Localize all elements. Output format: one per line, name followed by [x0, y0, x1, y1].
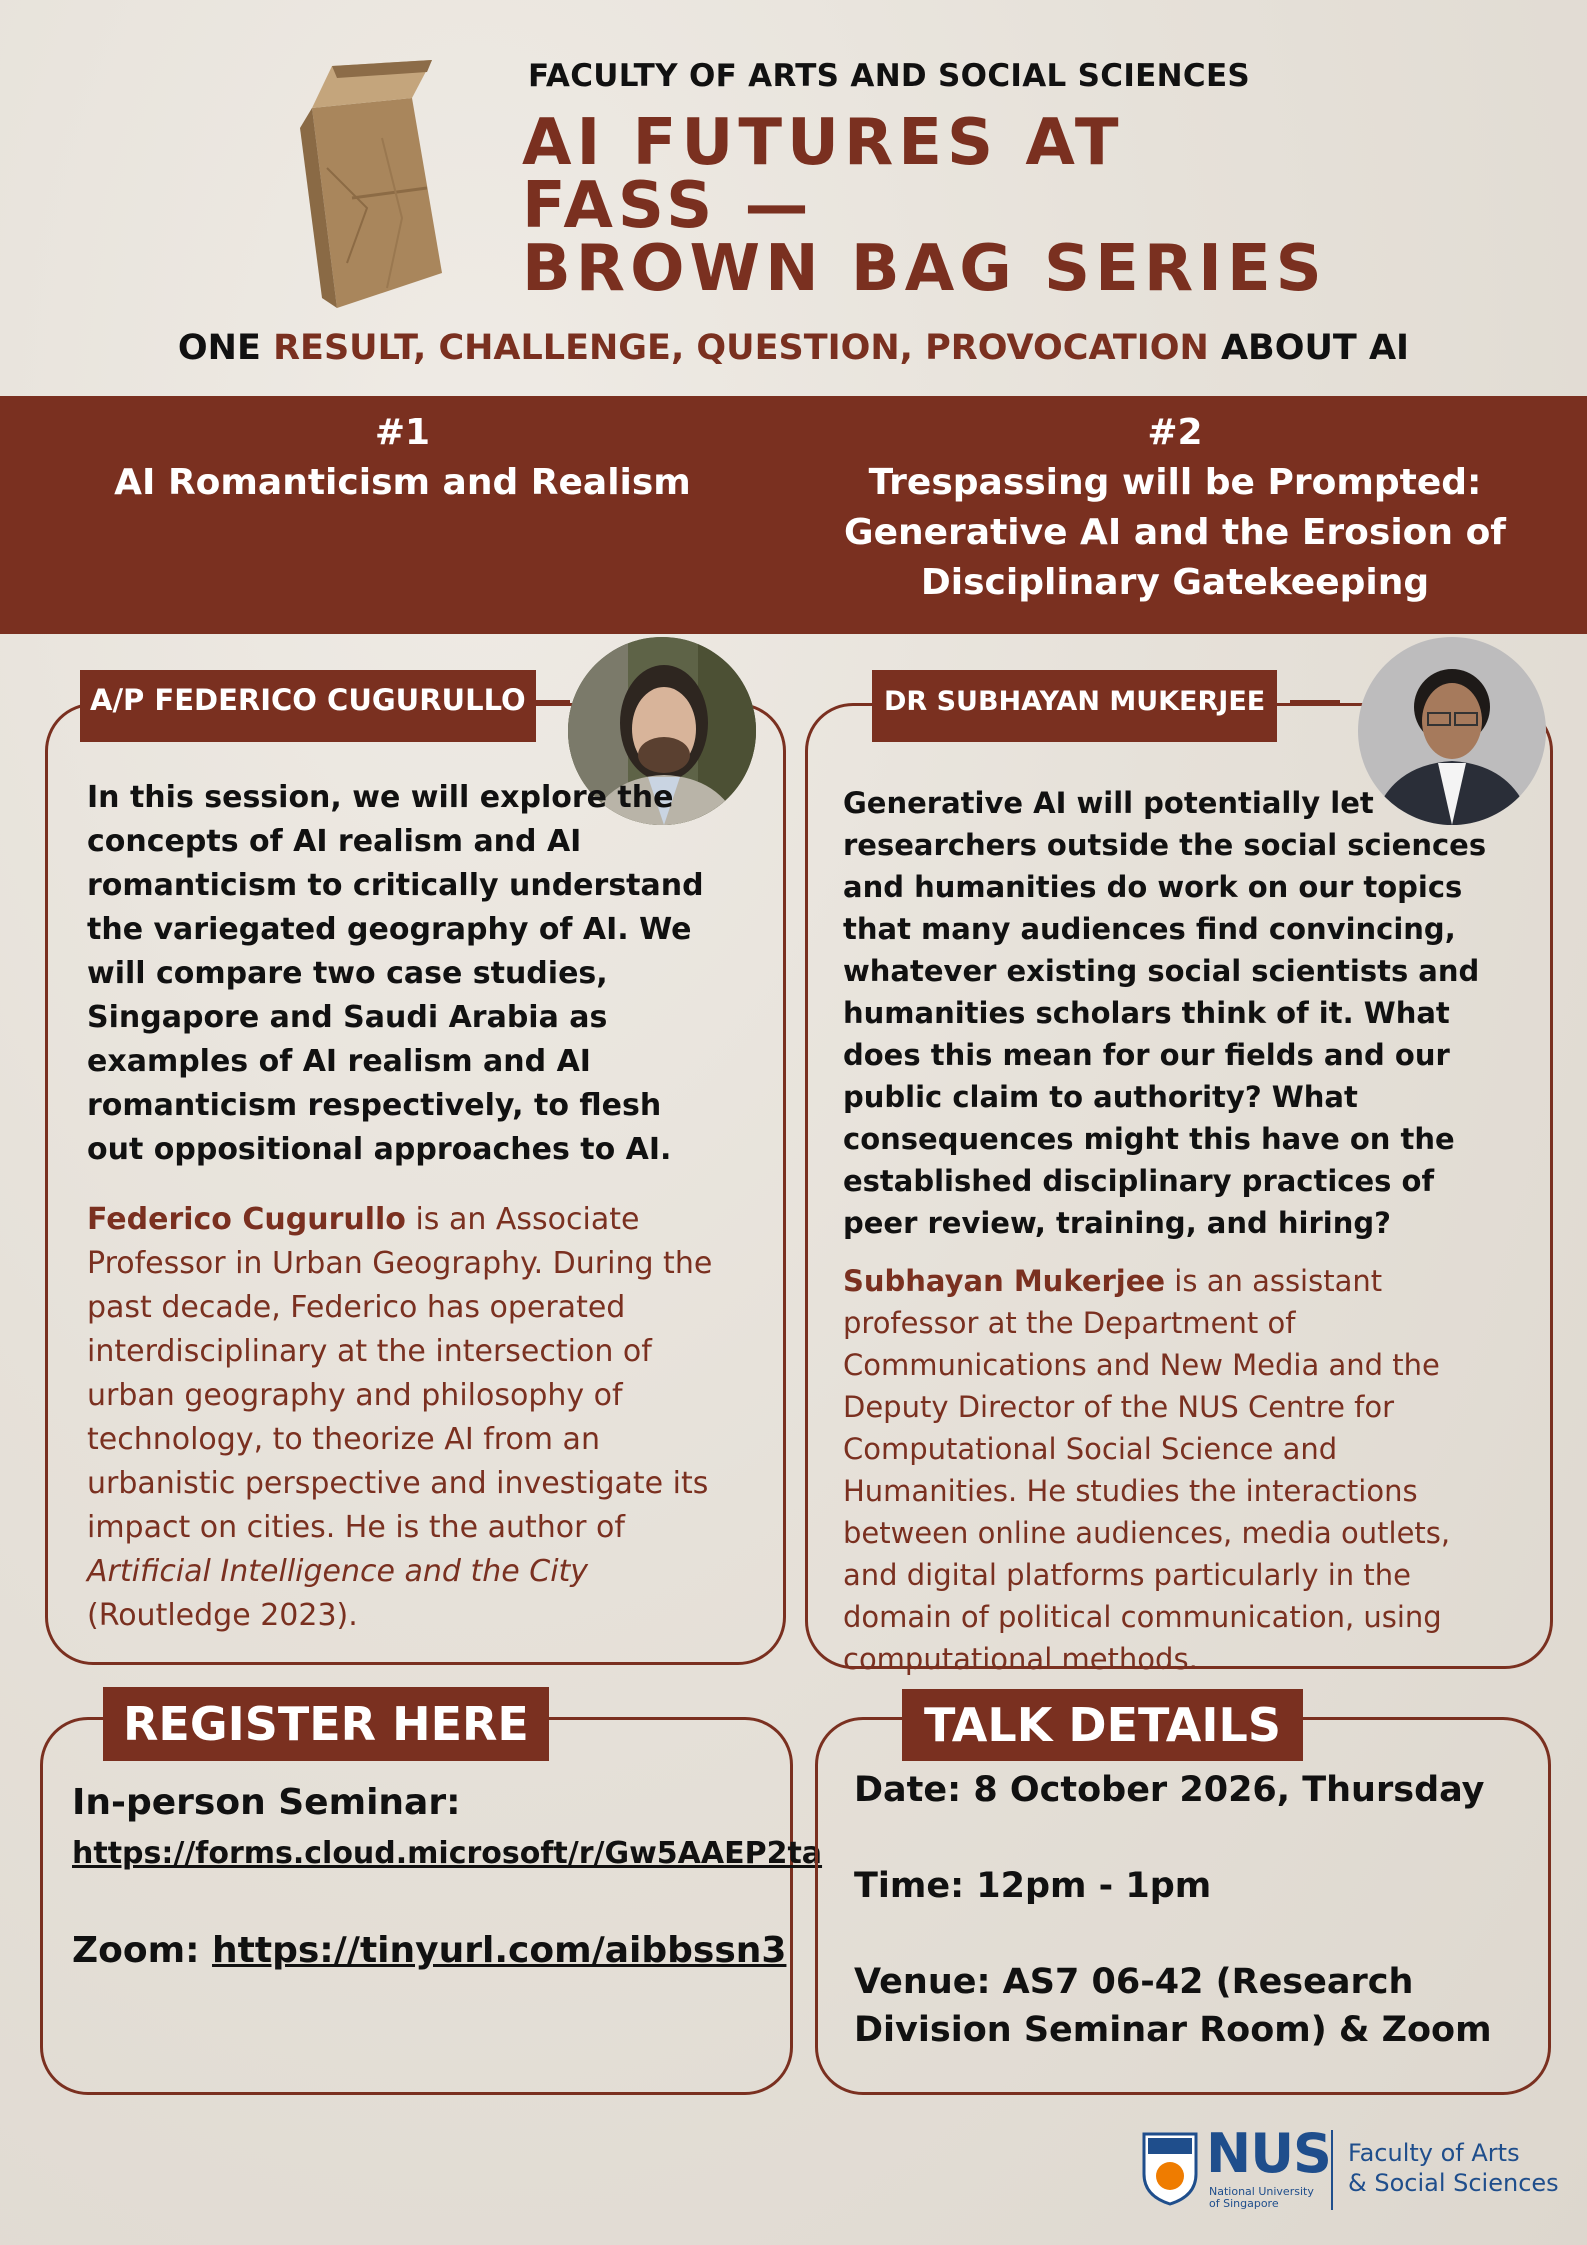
talk-1-number: #1	[374, 412, 431, 453]
zoom-line	[72, 1930, 786, 1971]
talk-venue: Venue: AS7 06-42 (Research Division Seminar Room) & Zoom	[854, 1962, 1492, 2050]
footer-faculty-line-2: & Social Sciences	[1348, 2169, 1559, 2197]
title-line-1: AI FUTURES AT	[522, 106, 1124, 180]
nus-logo-subtitle	[1209, 2186, 1314, 2210]
title-line-3: BROWN BAG SERIES	[522, 232, 1327, 306]
inperson-label: In-person Seminar:	[72, 1782, 461, 1823]
speaker-1-bio-name: Federico Cugurullo	[87, 1202, 406, 1237]
speaker-2-bio	[843, 1260, 1513, 1680]
series-title	[522, 106, 1327, 306]
tagline-highlight: RESULT, CHALLENGE, QUESTION, PROVOCATION	[273, 328, 1209, 368]
talk-2-abstract: Generative AI will potentially let researchers outside the social sciences and humanities do work on our topics that many audiences find convincing, whatever existing social scientists and humanities scholars think of it. What does this mean for our fields and our public claim to authority? What consequences might this have on the established disciplinary practices of peer review, training, and hiring?	[843, 786, 1487, 1240]
paper-bag-icon	[292, 58, 462, 310]
nus-subtitle-line-1: National University	[1209, 2185, 1314, 2198]
talk-time: Time: 12pm - 1pm	[854, 1866, 1212, 1906]
talk-1-heading	[30, 408, 775, 508]
nus-subtitle-line-2: of Singapore	[1209, 2197, 1279, 2210]
inperson-registration-link[interactable]: https://forms.cloud.microsoft/r/Gw5AAEP2ta	[72, 1836, 823, 1871]
footer-faculty-line-1: Faculty of Arts	[1348, 2139, 1520, 2167]
talk-2-number: #2	[1147, 412, 1203, 453]
nus-logo-text: NUS	[1206, 2122, 1331, 2185]
speaker-1-book-title: Artificial Intelligence and the City	[87, 1554, 589, 1589]
nus-crest-icon	[1140, 2130, 1200, 2206]
tagline-prefix: ONE	[177, 328, 261, 368]
speaker-1-bio-text: is an Associate Professor in Urban Geography. During the past decade, Federico has operated interdisciplinary at the intersection of urban geography and philosophy of technology, to theorize AI from an urbanistic perspective and investigate its impact on cities. He is the author of	[87, 1202, 713, 1545]
register-card	[40, 1717, 793, 2095]
talk-2-title: Trespassing will be Prompted: Generative AI and the Erosion of Disciplinary Gatekeeping	[844, 462, 1506, 603]
footer-faculty-name	[1348, 2138, 1559, 2198]
logo-divider	[1331, 2130, 1333, 2210]
speaker-2-bio-text: is an assistant professor at the Department of Communications and New Media and the Deputy Director of the NUS Centre for Computational Social Science and Humanities. He studies the interactions between online audiences, media outlets, and digital platforms particularly in the domain of political communication, using computational methods.	[843, 1264, 1451, 1676]
talk-2-heading	[835, 408, 1515, 608]
talk-1-abstract: In this session, we will explore the concepts of AI realism and AI romanticism to critically understand the variegated geography of AI. We will compare two case studies, Singapore and Saudi Arabia as examples of AI realism and AI romanticism respectively, to flesh out oppositional approaches to AI.	[87, 780, 704, 1167]
speaker-1-name: A/P FEDERICO CUGURULLO	[80, 670, 536, 742]
talk-title-band	[0, 396, 1587, 634]
talk-details-heading: TALK DETAILS	[902, 1689, 1303, 1761]
speaker-2-bio-name: Subhayan Mukerjee	[843, 1264, 1166, 1298]
speaker-1-bio-end: (Routledge 2023).	[87, 1598, 358, 1633]
speaker-2-name: DR SUBHAYAN MUKERJEE	[872, 670, 1277, 742]
faculty-heading: FACULTY OF ARTS AND SOCIAL SCIENCES	[528, 58, 1251, 94]
tagline-suffix: ABOUT AI	[1220, 328, 1410, 368]
tagline	[0, 328, 1587, 368]
title-line-2: FASS —	[522, 169, 814, 243]
zoom-label: Zoom:	[72, 1930, 213, 1971]
zoom-link[interactable]: https://tinyurl.com/aibbssn3	[212, 1930, 787, 1971]
talk-date: Date: 8 October 2026, Thursday	[854, 1770, 1485, 1810]
speaker-2-tab-line	[1290, 700, 1340, 703]
talk-1-title: AI Romanticism and Realism	[114, 462, 691, 503]
register-heading: REGISTER HERE	[103, 1687, 549, 1761]
speaker-1-bio	[87, 1198, 737, 1638]
